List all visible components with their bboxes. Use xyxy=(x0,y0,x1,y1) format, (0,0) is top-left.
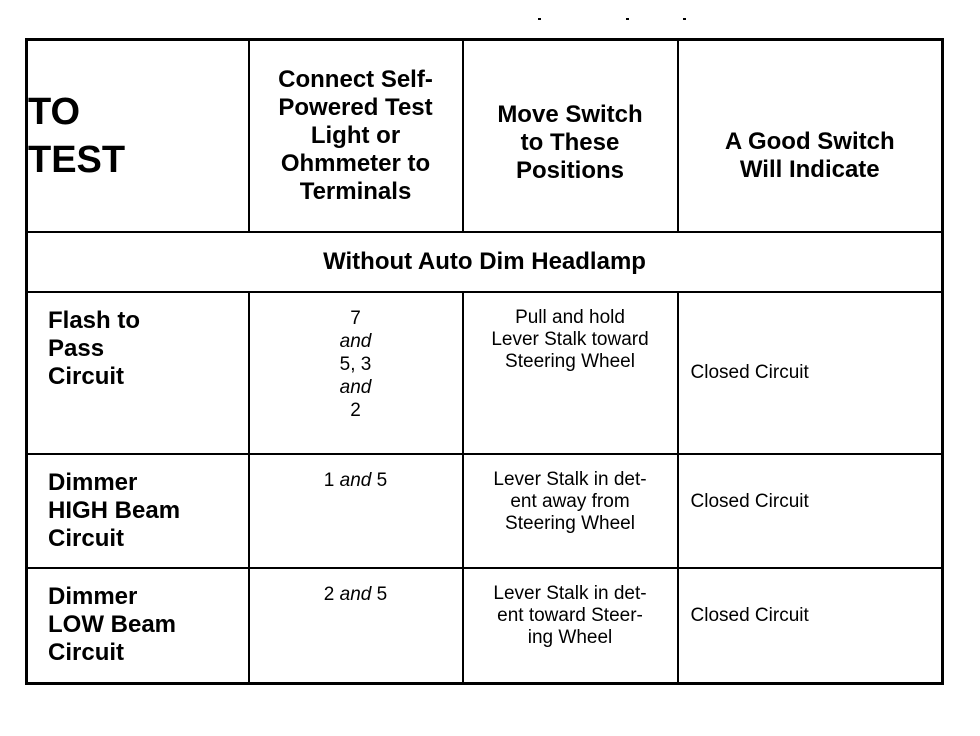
terminal-and: and xyxy=(339,330,372,352)
header-to-test-line: TEST xyxy=(28,138,126,181)
terminal-value: 5 xyxy=(376,583,388,605)
indicate-cell: Closed Circuit xyxy=(678,454,943,568)
test-name-cell xyxy=(27,292,249,454)
header-positions-line: Positions xyxy=(515,156,624,184)
positions-cell xyxy=(463,568,678,684)
section-row xyxy=(27,232,943,292)
terminals-cell xyxy=(249,292,463,454)
terminals-cell xyxy=(249,568,463,684)
test-name-line: Flash to xyxy=(48,306,141,334)
terminal-value: 1 xyxy=(323,469,335,491)
header-to-test-line: TO xyxy=(28,90,81,133)
positions-cell xyxy=(463,292,678,454)
header-indicate xyxy=(678,40,943,232)
table-row xyxy=(27,292,943,454)
terminal-value: 7 xyxy=(350,307,361,329)
header-terminals-line: Light or xyxy=(310,121,401,149)
positions-cell xyxy=(463,454,678,568)
terminal-value: 2 xyxy=(350,399,361,421)
position-line: Lever Stalk toward xyxy=(491,328,649,350)
test-name-line: Dimmer xyxy=(48,582,138,610)
test-name-line: HIGH Beam xyxy=(48,496,181,524)
scan-speck xyxy=(538,18,541,20)
header-positions-line: to These xyxy=(520,128,620,156)
section-label: Without Auto Dim Headlamp xyxy=(27,232,943,292)
position-line: ent toward Steer- xyxy=(497,604,643,626)
indicate-cell: Closed Circuit xyxy=(678,292,943,454)
terminal-value: 5 xyxy=(376,469,388,491)
header-indicate-line: Will Indicate xyxy=(739,155,880,183)
test-name-cell xyxy=(27,568,249,684)
table-row xyxy=(27,568,943,684)
header-row xyxy=(27,40,943,232)
position-line: Steering Wheel xyxy=(505,350,635,372)
terminal-and: and xyxy=(339,376,372,398)
test-name-line: Circuit xyxy=(48,362,125,390)
indicate-cell: Closed Circuit xyxy=(678,568,943,684)
terminal-value: 2 xyxy=(323,583,335,605)
test-name-line: Pass xyxy=(48,334,105,362)
switch-test-table xyxy=(25,38,944,685)
test-name-line: Circuit xyxy=(48,524,125,552)
test-name-line: Circuit xyxy=(48,638,125,666)
header-positions-line: Move Switch xyxy=(497,100,643,128)
test-name-cell xyxy=(27,454,249,568)
header-terminals-line: Powered Test xyxy=(278,93,433,121)
scan-specks xyxy=(0,18,980,22)
terminal-and: and xyxy=(339,469,372,491)
position-line: Lever Stalk in det- xyxy=(493,468,647,490)
position-line: Lever Stalk in det- xyxy=(493,582,647,604)
position-line: ing Wheel xyxy=(527,626,613,648)
header-positions xyxy=(463,40,678,232)
scan-speck xyxy=(626,18,629,20)
terminal-and: and xyxy=(339,583,372,605)
scan-speck xyxy=(683,18,686,20)
terminals-cell xyxy=(249,454,463,568)
header-terminals xyxy=(249,40,463,232)
test-name-line: Dimmer xyxy=(48,468,138,496)
header-terminals-line: Terminals xyxy=(299,177,412,205)
position-line: ent away from xyxy=(510,490,630,512)
position-line: Steering Wheel xyxy=(505,512,635,534)
header-terminals-line: Connect Self- xyxy=(278,65,433,93)
test-name-line: LOW Beam xyxy=(48,610,177,638)
position-line: Pull and hold xyxy=(515,306,625,328)
header-to-test xyxy=(27,40,249,232)
table-row xyxy=(27,454,943,568)
terminal-value: 5, 3 xyxy=(339,353,372,375)
header-indicate-line: A Good Switch xyxy=(724,127,895,155)
header-terminals-line: Ohmmeter to xyxy=(280,149,431,177)
